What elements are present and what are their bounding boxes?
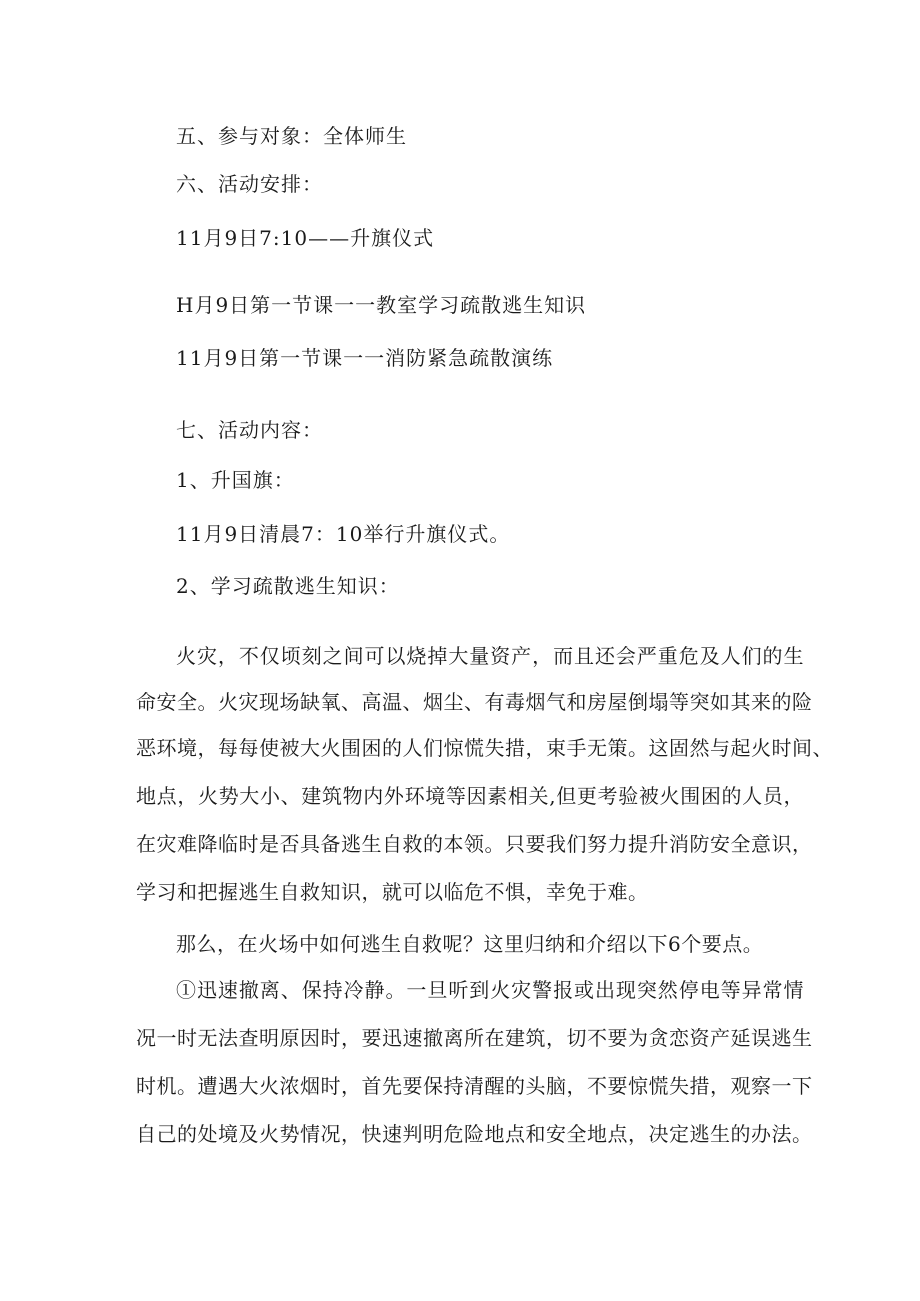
schedule-item: 11月9日7:10——升旗仪式 <box>176 226 435 250</box>
item2-heading: 2、学习疏散逃生知识： <box>176 574 400 598</box>
item1-heading: 1、升国旗： <box>176 468 295 492</box>
item1-text: 11月9日清晨7：10举行升旗仪式。 <box>176 522 511 546</box>
paragraph-line: ①迅速撤离、保持冷静。一旦听到火灾警报或出现突然停电等异常情 <box>176 978 804 1002</box>
participants-line: 五、参与对象：全体师生 <box>176 124 407 148</box>
paragraph-line: 命安全。火灾现场缺氧、高温、烟尘、有毒烟气和房屋倒塌等突如其来的险 <box>136 690 813 714</box>
paragraph-line: 况一时无法查明原因时，要迅速撤离所在建筑，切不要为贪恋资产延误逃生 <box>136 1026 813 1050</box>
schedule-heading: 六、活动安排： <box>176 172 323 196</box>
schedule-item: H月9日第一节课一一教室学习疏散逃生知识 <box>176 293 587 317</box>
schedule-item: 11月9日第一节课一一消防紧急疏散演练 <box>176 346 554 370</box>
paragraph-line: 火灾，不仅顷刻之间可以烧掉大量资产，而且还会严重危及人们的生 <box>176 644 804 668</box>
paragraph-line: 那么，在火场中如何逃生自救呢？这里归纳和介绍以下6个要点。 <box>176 932 764 956</box>
paragraph-line: 在灾难降临时是否具备逃生自救的本领。只要我们努力提升消防安全意识， <box>136 832 813 856</box>
paragraph-line: 恶环境，每每使被大火围困的人们惊慌失措，束手无策。这固然与起火时间、 <box>136 736 833 760</box>
paragraph-line: 自己的处境及火势情况，快速判明危险地点和安全地点，决定逃生的办法。 <box>136 1122 813 1146</box>
paragraph-line: 学习和把握逃生自救知识，就可以临危不惧，幸免于难。 <box>136 880 649 904</box>
content-heading: 七、活动内容： <box>176 418 323 442</box>
paragraph-line: 地点，火势大小、建筑物内外环境等因素相关,但更考验被火围困的人员， <box>136 784 804 808</box>
paragraph-line: 时机。遭遇大火浓烟时，首先要保持清醒的头脑，不要惊慌失措，观察一下 <box>136 1074 813 1098</box>
